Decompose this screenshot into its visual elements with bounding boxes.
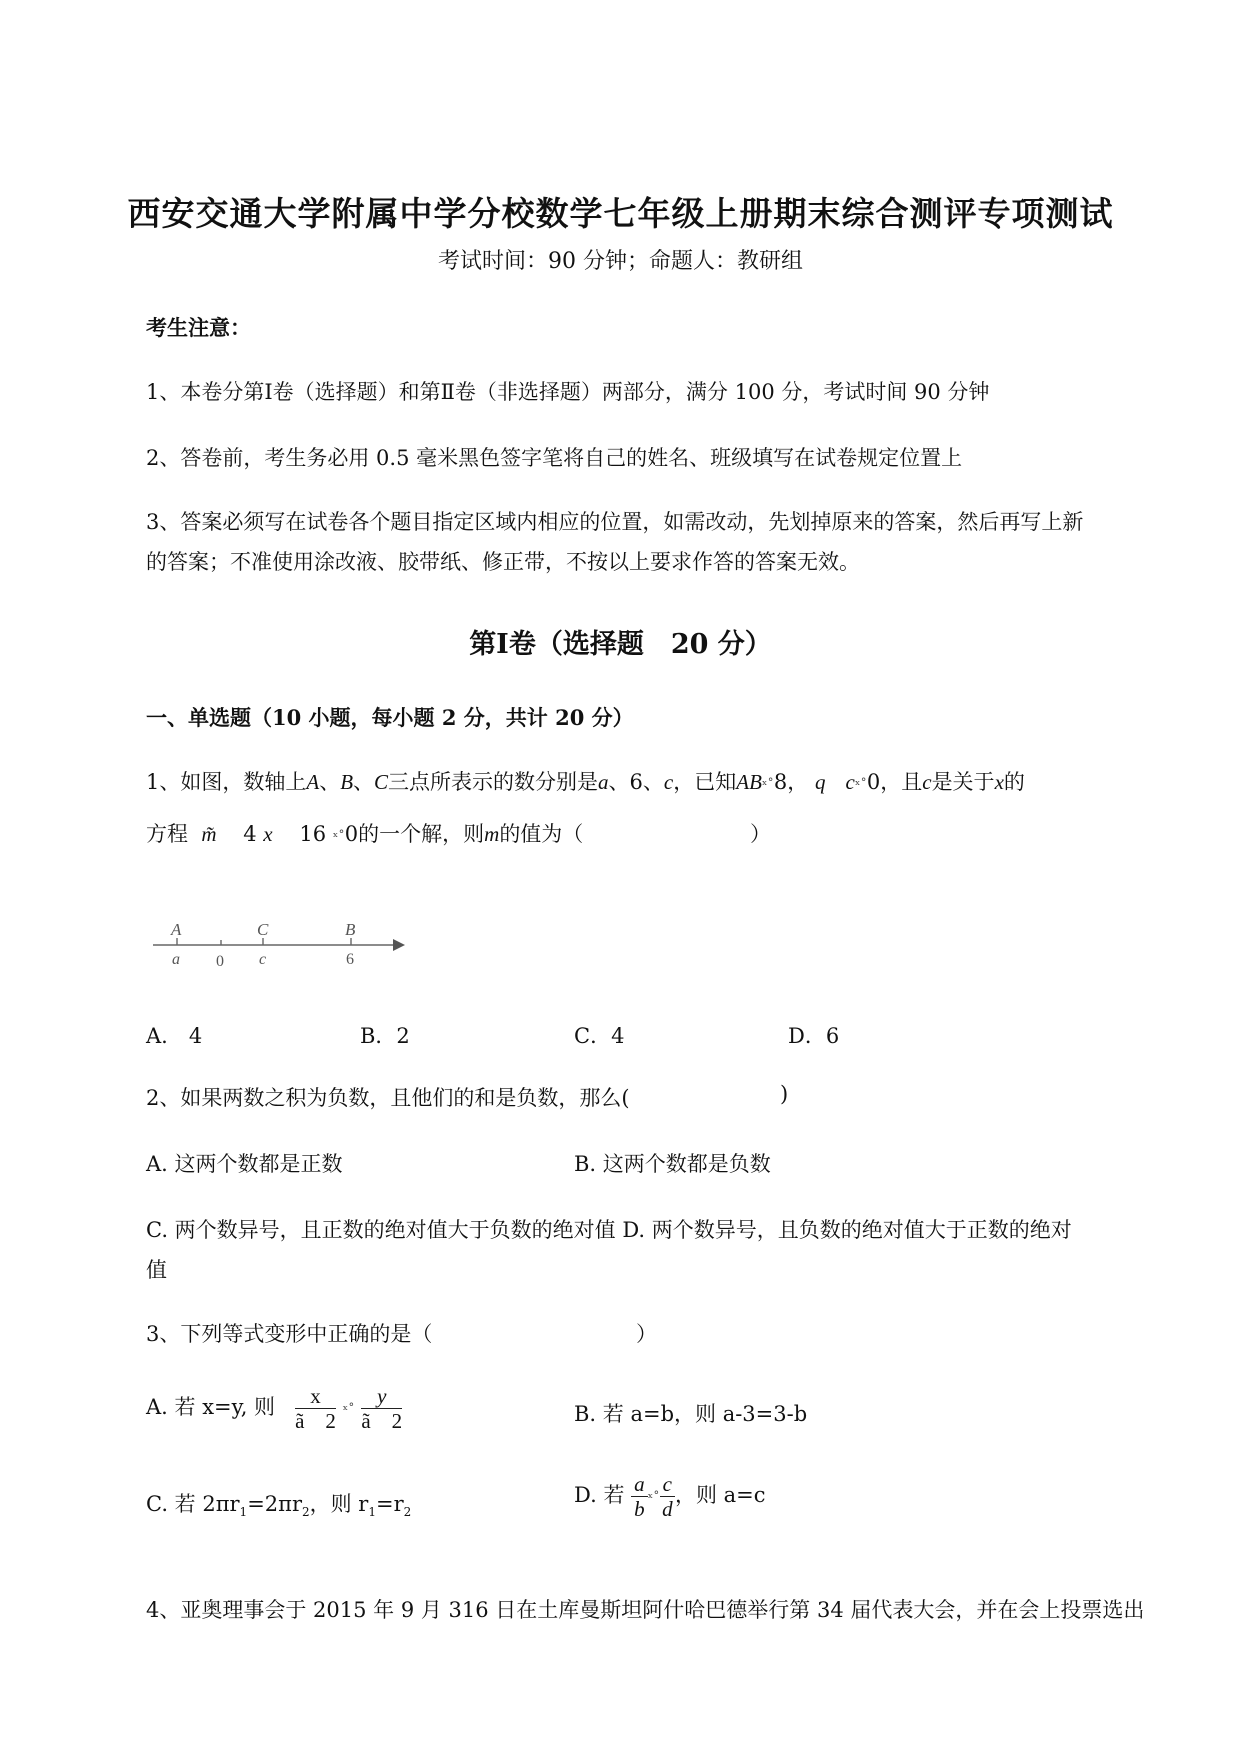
question-3-answer-close: ）: [636, 1322, 657, 1346]
question-3-stem: 3、下列等式变形中正确的是（: [146, 1322, 433, 1346]
question-1-line-2: 方程 m̃ 4 x 16 ˣ˚0的一个解，则m的值为（: [146, 822, 584, 846]
option-q3-d[interactable]: D. 若 $\frac{a}{b}$ ˣ˚ $\frac{c}{d}$ ，则 a=c: [574, 1472, 766, 1521]
number-line-figure: [145, 918, 415, 978]
page-title: 西安交通大学附属中学分校数学七年级上册期末综合测评专项测试: [127, 194, 1114, 233]
option-q2-d-continued: 值: [146, 1258, 167, 1282]
notice-heading: 考生注意：: [146, 315, 251, 340]
value-label-a: a: [172, 951, 180, 968]
option-q2-b[interactable]: B. 这两个数都是负数: [574, 1152, 771, 1176]
option-q1-a[interactable]: A. 4: [146, 1024, 203, 1048]
option-q3-b[interactable]: B. 若 a=b，则 a-3=3-b: [574, 1402, 808, 1426]
option-q2-c-d[interactable]: C. 两个数异号，且正数的绝对值大于负数的绝对值 D. 两个数异号，且负数的绝对值大于正数的绝对: [146, 1218, 1072, 1242]
fraction: $\frac{y}{ã 2}$: [361, 1384, 403, 1433]
question-2-answer-close: ): [780, 1082, 789, 1106]
value-label-6: 6: [346, 951, 354, 968]
notice-item: 2、答卷前，考生务必用 0.5 毫米黑色签字笔将自己的姓名、班级填写在试卷规定位置上: [146, 446, 963, 470]
part-heading: 一、单选题（10 小题，每小题 2 分，共计 20 分）: [146, 705, 634, 730]
value-label-c: c: [259, 951, 267, 968]
section-title: 第Ⅰ卷（选择题 20 分）: [469, 629, 772, 660]
notice-item: 的答案；不准使用涂改液、胶带纸、修正带，不按以上要求作答的答案无效。: [146, 550, 860, 574]
fraction: $\frac{a}{b}$: [631, 1472, 648, 1521]
value-label-0: 0: [216, 953, 224, 970]
number-line-arrow: [393, 939, 405, 951]
notice-item: 3、答案必须写在试卷各个题目指定区域内相应的位置，如需改动，先划掉原来的答案，然后再写上新: [146, 510, 1084, 534]
option-q3-a[interactable]: A. 若 x=y, 则 $\frac{x}{ã 2}$ ˣ˚ $\frac{y}{ã 2}$: [146, 1384, 403, 1433]
page-subtitle: 考试时间：90 分钟；命题人：教研组: [438, 249, 803, 274]
option-q3-c[interactable]: C. 若 $2\pi r_1=2\pi r_2$，则 $r_1=r_2$: [146, 1492, 412, 1520]
fraction: $\frac{x}{ã 2}$: [295, 1384, 336, 1433]
question-2-stem: 2、如果两数之积为负数，且他们的和是负数，那么(: [146, 1086, 630, 1110]
question-1-line-1: 1、如图，数轴上A、B、C三点所表示的数分别是a、6、c，已知ABˣ˚8， q cˣ˚0，且c是关于x的: [146, 770, 1025, 794]
option-q1-d[interactable]: D．6: [788, 1024, 840, 1048]
notice-item: 1、本卷分第Ⅰ卷（选择题）和第Ⅱ卷（非选择题）两部分，满分 100 分，考试时间 90 分钟: [146, 380, 990, 404]
option-q1-c[interactable]: C．4: [574, 1024, 625, 1048]
option-q2-a[interactable]: A. 这两个数都是正数: [146, 1152, 343, 1176]
question-4-stem: 4、亚奥理事会于 2015 年 9 月 316 日在土库曼斯坦阿什哈巴德举行第 34 届代表大会，并在会上投票选出: [146, 1598, 1145, 1622]
question-1-answer-close: ）: [750, 822, 771, 846]
point-label-A: A: [171, 920, 182, 939]
point-label-B: B: [345, 920, 356, 939]
fraction: $\frac{c}{d}$: [660, 1472, 675, 1521]
point-label-C: C: [257, 920, 269, 939]
option-q1-b[interactable]: B．2: [360, 1024, 410, 1048]
